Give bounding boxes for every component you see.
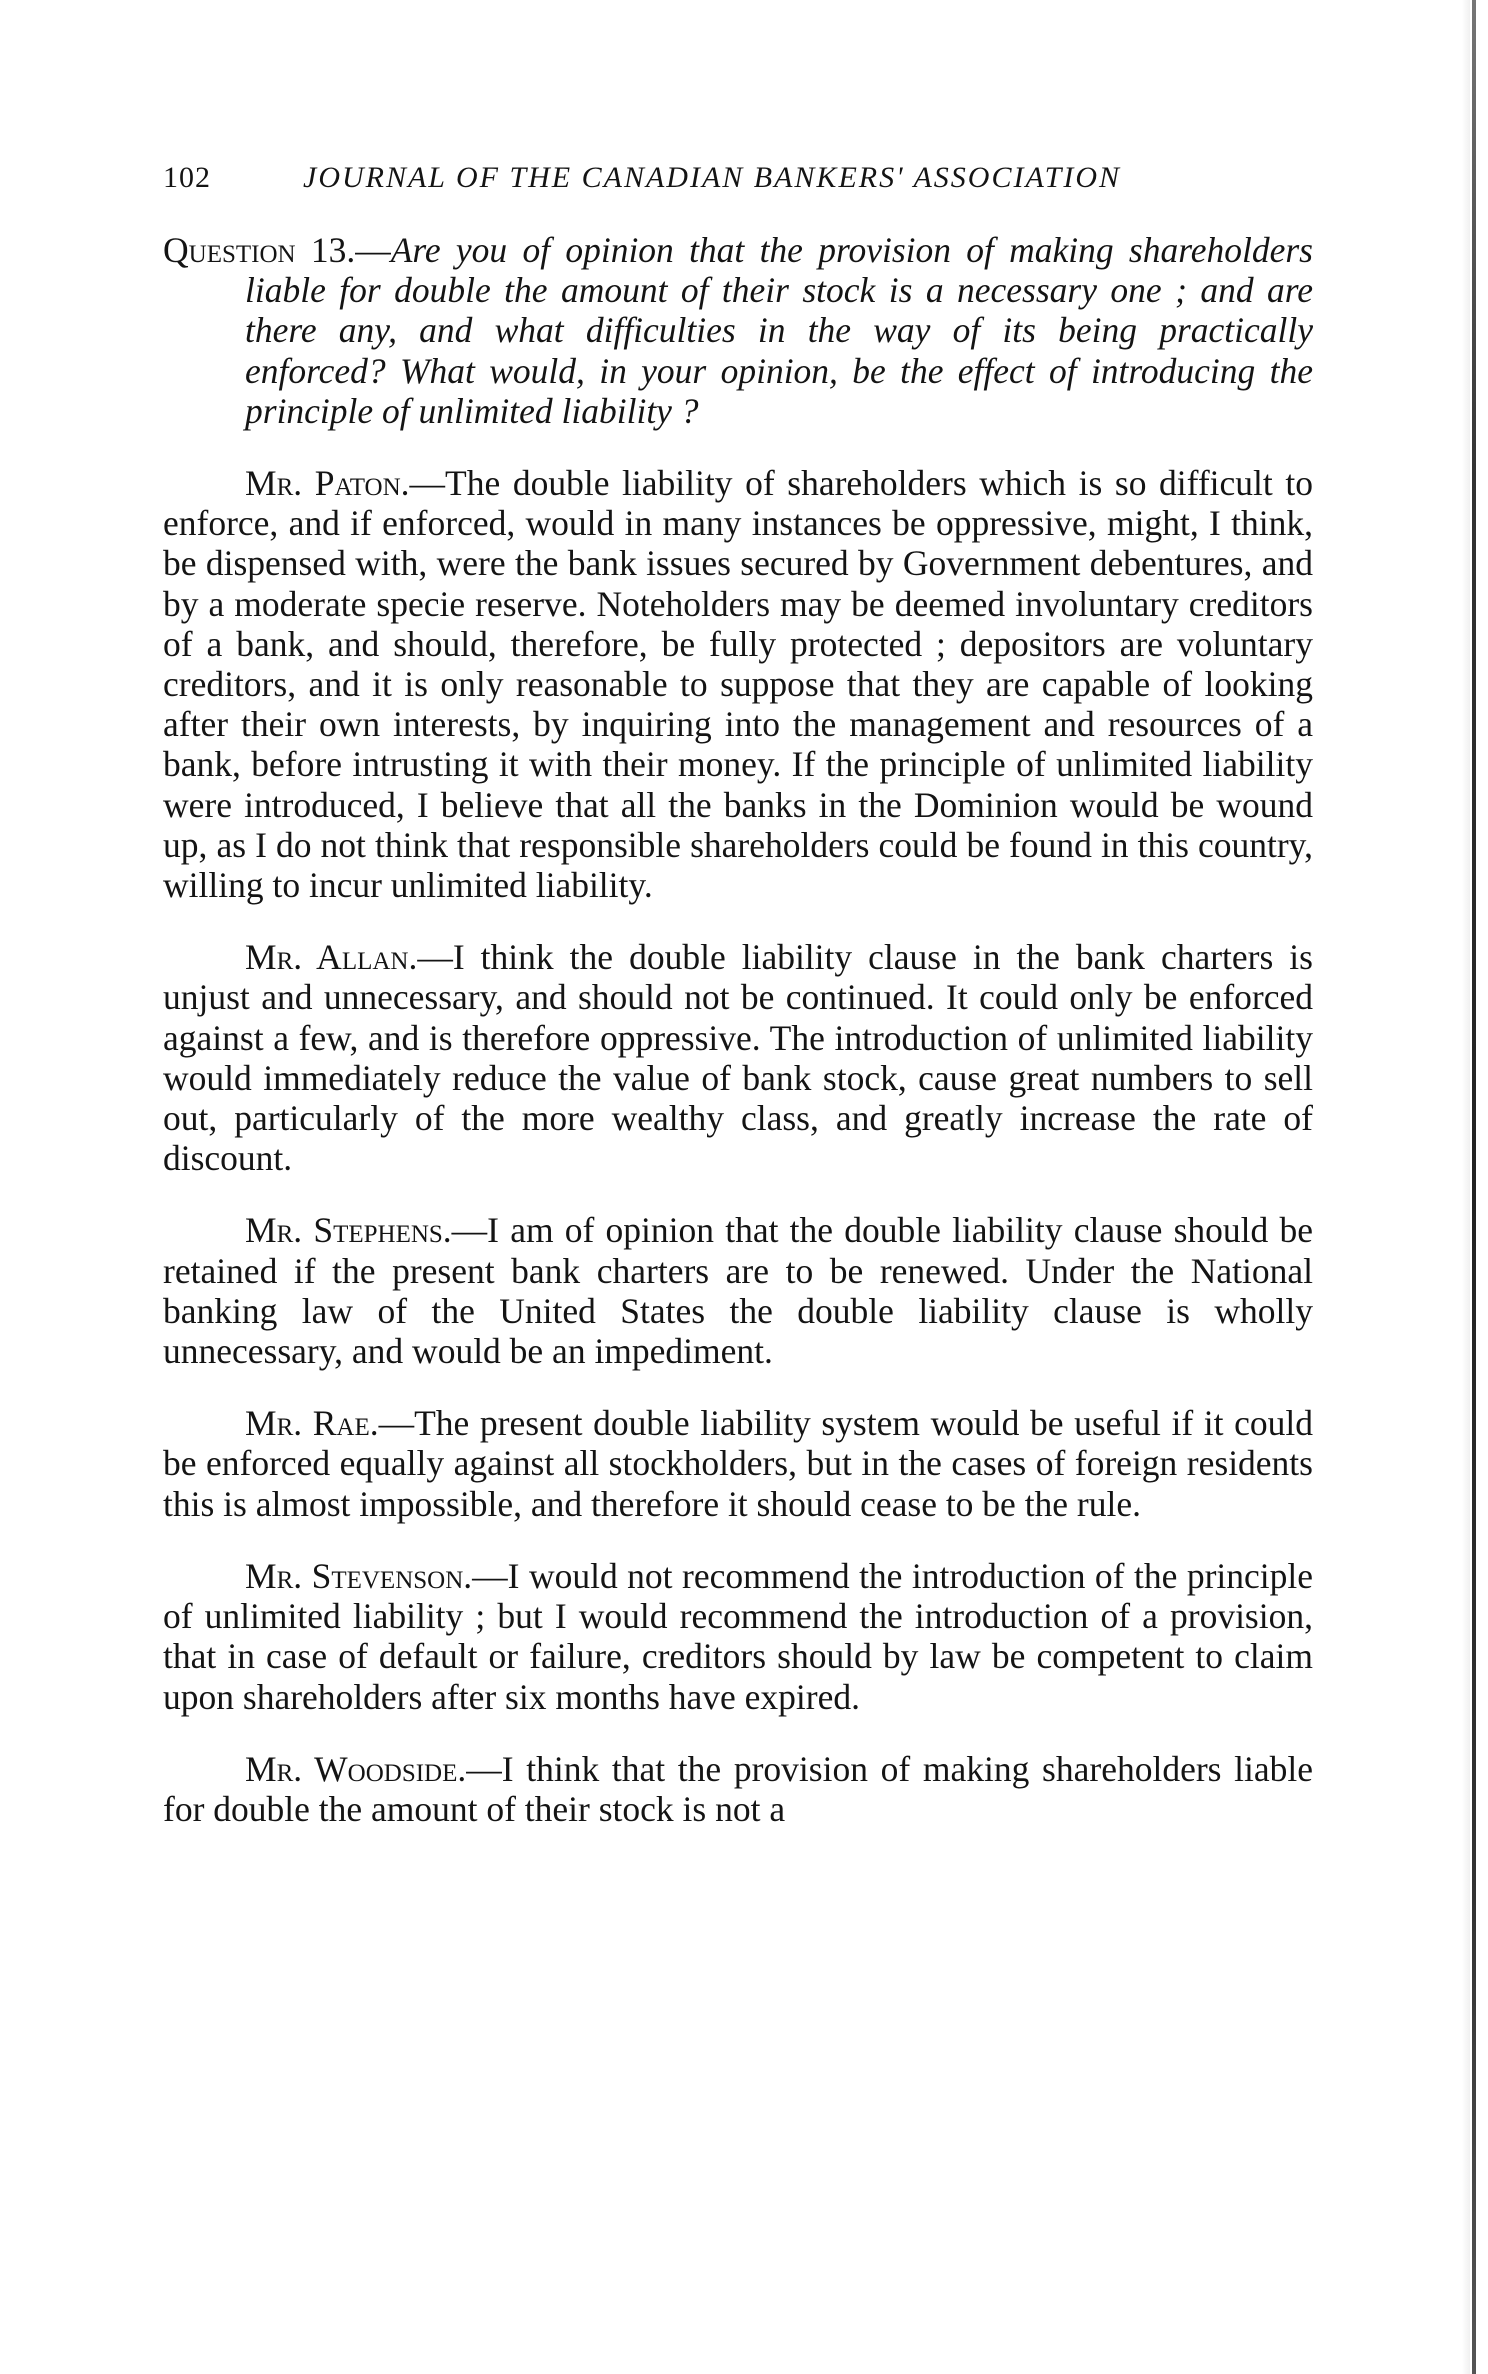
speaker-name: Mr. Woodside.— (245, 1748, 502, 1789)
speaker-name: Mr. Rae.— (245, 1403, 415, 1444)
answer-woodside (163, 1749, 1313, 1829)
answer-paton (163, 463, 1313, 905)
answer-stevenson (163, 1556, 1313, 1717)
speaker-name: Mr. Allan.— (245, 937, 453, 978)
page-header (163, 158, 1313, 198)
answer-text: The double liability of shareholders which is so difficult to enforce, and if enforced, would in many instances be oppressive, might, I think, be dispensed with, were the bank issues secured by Government debentures, and by a moderate specie reserve. Noteholders may be deemed involuntary creditors of a bank, and should, therefore, be fully protected ; depositors are voluntary creditors, and it is only reasonable to suppose that they are capable of looking after their own interests, by inquiring into the management and resources of a bank, before intrusting it with their money. If the principle of unlimited liability were introduced, I believe that all the banks in the Dominion would be wound up, as I do not think that responsible shareholders could be found in this country, willing to incur unlimited liability. (163, 463, 1313, 906)
answer-text: I think that the provision of making shareholders liable for double the amount of their stock is not a (163, 1748, 1313, 1829)
binding-shadow (1462, 0, 1470, 2374)
answer-rae (163, 1403, 1313, 1524)
page-body (163, 230, 1313, 1861)
running-head: JOURNAL OF THE CANADIAN BANKERS' ASSOCIATION (303, 161, 1122, 194)
question-label: Question 13.— (163, 230, 391, 270)
answer-text: I am of opinion that the double liability clause should be retained if the present bank charters are to be renewed. Under the National banking law of the United States the double liability clause is wholly unnecessary, and would be an impediment. (163, 1210, 1313, 1372)
page-number: 102 (163, 161, 211, 194)
answer-allan (163, 937, 1313, 1178)
speaker-name: Mr. Stephens.— (245, 1210, 488, 1251)
binding-edge (1472, 0, 1476, 2374)
question-13 (163, 230, 1313, 431)
answer-text: I would not recommend the introduction of the principle of unlimited liability ; but I would recommend the introduction of a provision, that in case of default or failure, creditors should by law be competent to claim upon shareholders after six months have expired. (163, 1555, 1313, 1717)
answer-text: The present double liability system would be useful if it could be enforced equally against all stockholders, but in the cases of foreign residents this is almost impossible, and therefore it should cease to be the rule. (163, 1403, 1313, 1524)
speaker-name: Mr. Stevenson.— (245, 1555, 508, 1596)
answer-stephens (163, 1210, 1313, 1371)
speaker-name: Mr. Paton.— (245, 463, 446, 504)
answer-text: I think the double liability clause in the bank charters is unjust and unnecessary, and should not be continued. It could only be enforced against a few, and is therefore oppressive. The introduction of unlimited liability would immediately reduce the value of bank stock, cause great numbers to sell out, particularly of the more wealthy class, and greatly increase the rate of discount. (163, 937, 1313, 1179)
question-text: Are you of opinion that the provision of making shareholders liable for double the amount of their stock is a necessary one ; and are there any, and what difficulties in the way of its being practically enforced? What would, in your opinion, be the effect of introducing the principle of unlimited liability ? (245, 230, 1313, 431)
